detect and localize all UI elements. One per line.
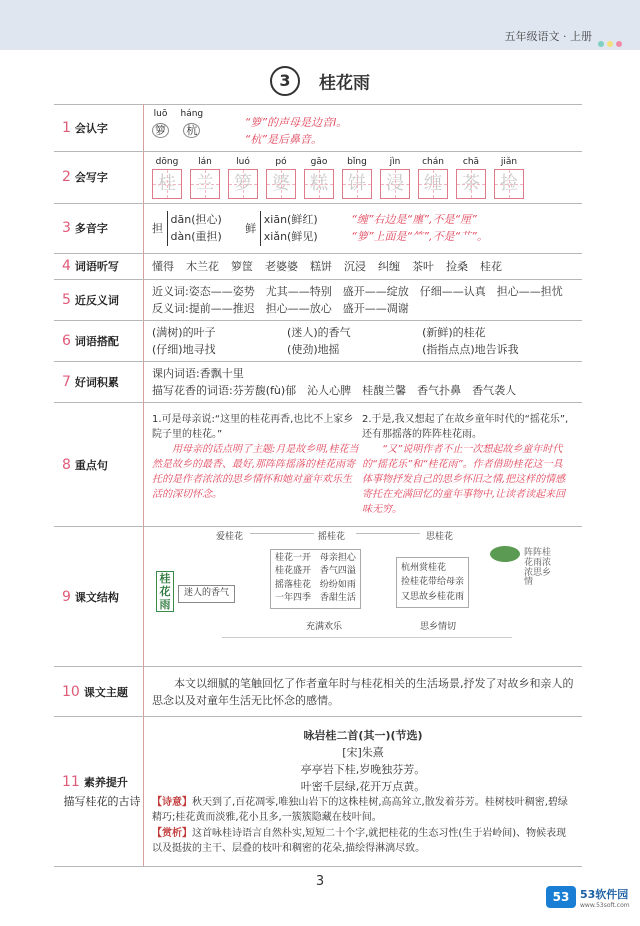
- caption-joy: 充满欢乐: [306, 621, 343, 632]
- row-collocation: [54, 321, 582, 362]
- poem-title: 咏岩桂二首(其一)(节选): [303, 728, 423, 742]
- label-poem: 11 素养提升 描写桂花的古诗: [54, 717, 144, 867]
- structure-item: 捡桂花带给母亲: [401, 577, 465, 588]
- write-char: jìn 浸: [380, 156, 410, 200]
- write-char: luó 箩: [228, 156, 258, 200]
- watermark-logo: 53: [546, 886, 576, 908]
- dictation-word: 木兰花: [186, 259, 219, 273]
- content-dictation: [144, 253, 583, 279]
- row-structure: [54, 527, 582, 667]
- content-polyphone: 担 dān(担心) dàn(重担) 鲜 xiān(鲜红) xiǎn(鲜见) “缠”右边是“廛”,不是“厘” “箩”上面是“⺮”,不是“艹”。: [144, 203, 583, 253]
- poem-author: [宋]朱熹: [342, 745, 384, 759]
- book-subtitle: 五年级语文 · 上册: [504, 30, 592, 43]
- root-box: 迷人的香气: [178, 585, 235, 603]
- structure-item: 又思故乡桂花雨: [401, 591, 465, 602]
- label-recognize: 1 会认字: [54, 105, 144, 152]
- recog-notes: “箩”的声母是边音l。 “杭”是后鼻音。: [244, 115, 348, 146]
- key-sentence-1: 1.可是母亲说:“这里的桂花再香,也比不上家乡院子里的桂花。” 用母亲的话点明了主题:月是故乡明,桂花当然是故乡的最香、最好,那阵阵摇落的桂花雨寄托的是作者浓浓的思乡情怀和她对童年欢乐生活的深切怀念。: [152, 414, 359, 501]
- row-key-sentences: [54, 403, 582, 527]
- write-char: chán 缠: [418, 156, 448, 200]
- content-write: [144, 151, 583, 203]
- dot-pink: [616, 41, 622, 47]
- watermark-url: www.53soft.com: [580, 902, 630, 909]
- row-recognize: [54, 105, 582, 152]
- label-dictation: 4 词语听写: [54, 253, 144, 279]
- lesson-name: 桂花雨: [319, 73, 371, 94]
- structure-item: 一年四季: [275, 593, 312, 604]
- write-char: lán 兰: [190, 156, 220, 200]
- study-table: [54, 104, 582, 867]
- recog-char: luō 箩: [153, 109, 168, 137]
- write-char: gāo 糕: [304, 156, 334, 200]
- row-vocab: [54, 362, 582, 403]
- dictation-word: 茶叶: [412, 259, 434, 273]
- label-vocab: 7 好词积累: [54, 362, 144, 403]
- content-recognize: [144, 105, 583, 152]
- leaf-icon: [488, 541, 522, 567]
- poem-line: 叶密千层绿,花开万点黄。: [300, 779, 426, 793]
- write-char: chā 茶: [456, 156, 486, 200]
- dictation-word: 箩筐: [231, 259, 253, 273]
- label-key-sentences: 8 重点句: [54, 403, 144, 527]
- label-theme: 10 课文主题: [54, 667, 144, 717]
- row-write: [54, 151, 582, 203]
- structure-item: 母亲担心: [319, 552, 356, 563]
- label-collocation: 6 词语搭配: [54, 321, 144, 362]
- dictation-word: 沉浸: [344, 259, 366, 273]
- structure-item: 摇落桂花: [275, 579, 312, 590]
- head-shake: 摇桂花: [318, 531, 346, 542]
- poem-meaning: 【诗意】秋天到了,百花凋零,唯独山岩下的这株桂树,高高耸立,散发着芬芳。桂树枝叶稠密,碧绿精巧;桂花黄而淡雅,花小且多,一簇簇隐藏在枝叶间。: [152, 796, 568, 824]
- structure-diagram: [152, 531, 574, 663]
- write-char: bǐng 饼: [342, 156, 372, 200]
- row-theme: [54, 667, 582, 717]
- dictation-word: 纠缠: [378, 259, 400, 273]
- write-char: jiǎn 捡: [494, 156, 524, 200]
- lesson-number: 3: [270, 66, 300, 96]
- structure-item: 杭州赏桂花: [401, 562, 447, 573]
- shake-box: [270, 549, 361, 609]
- structure-item: 桂花一开: [275, 552, 312, 563]
- structure-item: 香甜生活: [319, 593, 356, 604]
- row-poem: [54, 717, 582, 867]
- structure-item: 香气四溢: [319, 566, 356, 577]
- dictation-word: 老婆婆: [265, 259, 298, 273]
- dictation-word: 桂花: [480, 259, 502, 273]
- row-dictation: [54, 253, 582, 279]
- content-synonyms: 近义词:姿态——姿势 尤其——特别 盛开——绽放 仔细——认真 担心——担忧 反义词:提前——推迟 担心——放心 盛开——凋谢: [144, 279, 583, 320]
- dot-yellow: [607, 41, 613, 47]
- side-summary: 阵阵桂花雨浓浓思乡情: [524, 547, 552, 588]
- head-think: 思桂花: [426, 531, 454, 542]
- content-key-sentences: [144, 403, 583, 527]
- watermark: [546, 884, 630, 914]
- caption-homesick: 思乡情切: [420, 621, 457, 632]
- label-synonyms: 5 近反义词: [54, 279, 144, 320]
- write-char: pó 婆: [266, 156, 296, 200]
- content-poem: [144, 717, 583, 867]
- label-structure: 9 课文结构: [54, 527, 144, 667]
- structure-item: 桂花盛开: [275, 566, 312, 577]
- dictation-word: 捡桑: [446, 259, 468, 273]
- recog-char: háng 杭: [180, 109, 204, 137]
- content-theme: 本文以细腻的笔触回忆了作者童年时与桂花相关的生活场景,抒发了对故乡和亲人的思念以及对童年生活无比怀念的感情。: [144, 667, 583, 717]
- decor-dots: [595, 32, 622, 51]
- lesson-title: [0, 66, 640, 96]
- root-node: 桂花雨: [156, 571, 174, 613]
- dot-teal: [598, 41, 604, 47]
- write-char: dōng 桂: [152, 156, 182, 200]
- dictation-word: 懂得: [152, 259, 174, 273]
- key-sentence-2: 2.于是,我又想起了在故乡童年时代的“摇花乐”,还有那摇落的阵阵桂花雨。 “又”说明作者不止一次想起故乡童年时代的“摇花乐”和“桂花雨”。作者借助桂花这一具体事物抒发自己的思乡怀旧之情,把这样的情感寄托在充满回忆的童年事物中,让读者读起来回味无穷。: [361, 414, 569, 516]
- poem-line: 亭亭岩下桂,岁晚独芬芳。: [300, 762, 426, 776]
- page-number: 3: [315, 874, 325, 889]
- top-banner: [0, 0, 640, 50]
- poem-appreciation: 【赏析】这首咏桂诗语言自然朴实,短短二十个字,就把桂花的生态习性(生于岩岭间)、物候表现以及挺拔的主干、层叠的枝叶和稠密的花朵,描绘得淋漓尽致。: [152, 827, 567, 855]
- row-polyphone: [54, 203, 582, 253]
- dictation-word: 糕饼: [310, 259, 332, 273]
- watermark-title: 53软件园: [580, 888, 629, 901]
- structure-item: 纷纷如雨: [319, 579, 356, 590]
- label-polyphone: 3 多音字: [54, 203, 144, 253]
- content-collocation: (满树)的叶子 (迷人)的香气 (新鲜)的桂花 (仔细)地寻找 (使劲)地摇 (指指点点)地告诉我: [144, 321, 583, 362]
- content-structure: [144, 527, 583, 667]
- think-box: [396, 557, 469, 608]
- label-write: 2 会写字: [54, 151, 144, 203]
- head-love: 爱桂花: [216, 531, 244, 542]
- row-synonyms: [54, 279, 582, 320]
- content-vocab: 课内词语:香飘十里 描写花香的词语:芬芳馥(fù)郁 沁人心脾 桂馥兰馨 香气扑鼻 香气袭人: [144, 362, 583, 403]
